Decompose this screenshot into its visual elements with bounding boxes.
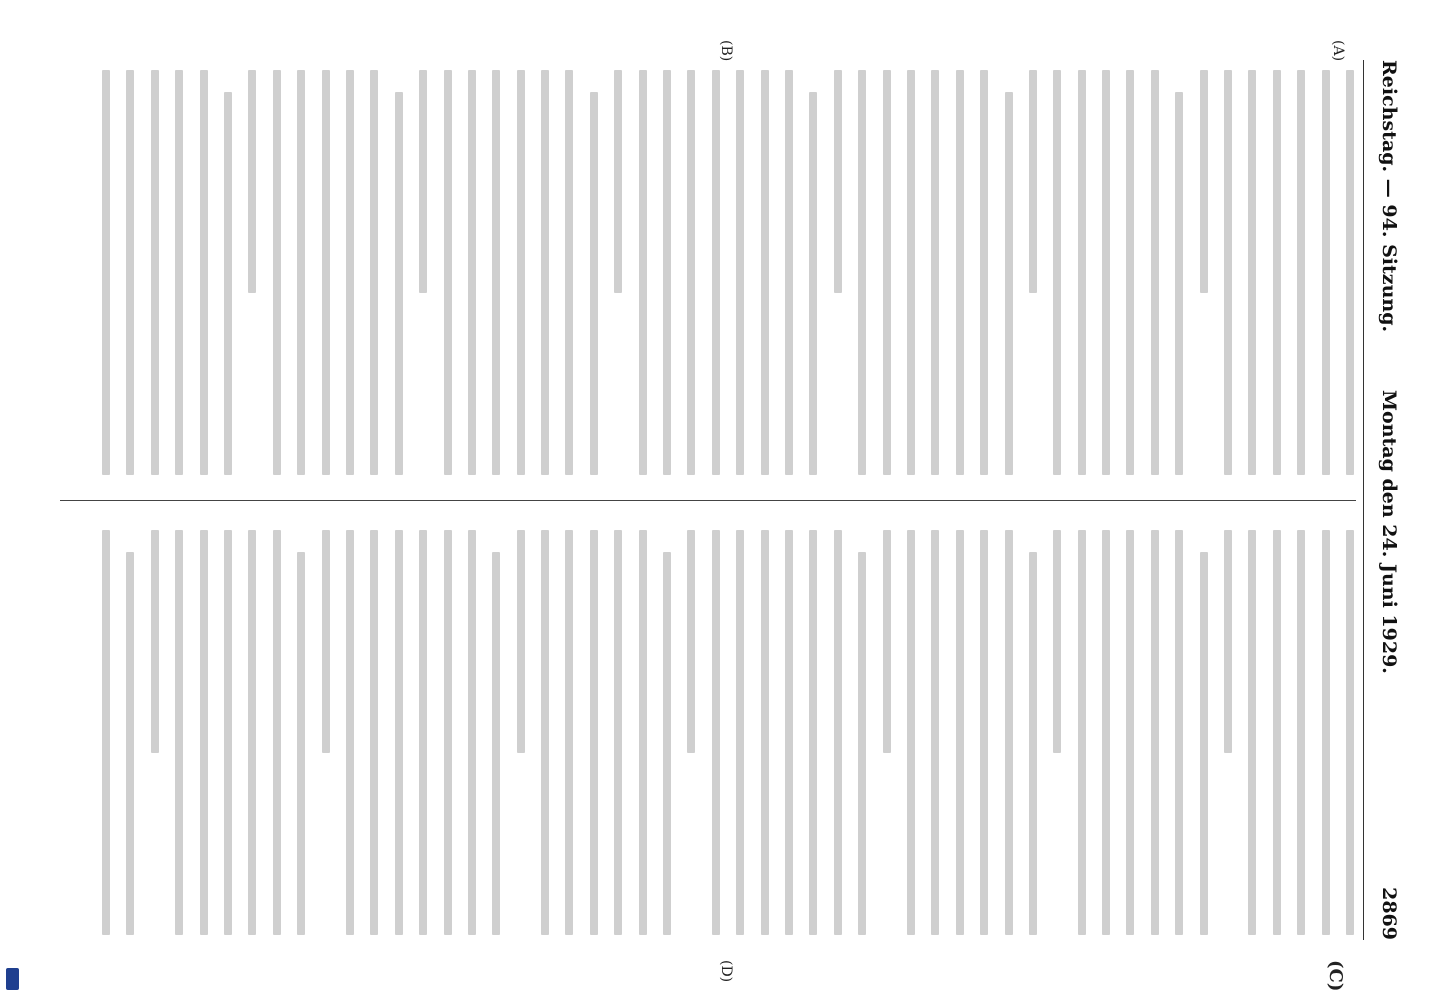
text-line-placeholder [663, 70, 671, 475]
text-line-placeholder [395, 92, 403, 475]
text-line-placeholder [1175, 530, 1183, 935]
text-line-placeholder [1005, 92, 1013, 475]
text-line-placeholder [761, 70, 769, 475]
text-line-placeholder [151, 530, 159, 753]
text-line-placeholder [712, 70, 720, 475]
text-line-placeholder [1200, 552, 1208, 935]
text-line-placeholder [1273, 530, 1281, 935]
text-line-placeholder [858, 70, 866, 475]
text-line-placeholder [1200, 70, 1208, 293]
text-line-placeholder [1078, 530, 1086, 935]
text-line-placeholder [1151, 70, 1159, 475]
text-line-placeholder [346, 530, 354, 935]
header-session: Reichstag. — 94. Sitzung. [1378, 60, 1400, 333]
text-line-placeholder [273, 530, 281, 935]
text-line-placeholder [809, 530, 817, 935]
text-line-placeholder [175, 70, 183, 475]
text-line-placeholder [419, 70, 427, 293]
text-line-placeholder [566, 70, 574, 475]
text-line-placeholder [1322, 70, 1330, 475]
header-page-number: 2869 [1378, 887, 1400, 940]
text-line-placeholder [297, 552, 305, 935]
text-line-placeholder [102, 530, 110, 935]
text-line-placeholder [1273, 70, 1281, 475]
text-line-placeholder [736, 530, 744, 935]
text-line-placeholder [200, 70, 208, 475]
text-line-placeholder [248, 530, 256, 935]
page-header [1370, 60, 1400, 940]
text-line-placeholder [1224, 530, 1232, 753]
text-line-placeholder [370, 70, 378, 475]
text-line-placeholder [1053, 530, 1061, 753]
text-line-placeholder [712, 530, 720, 935]
text-line-placeholder [322, 70, 330, 475]
text-line-placeholder [639, 530, 647, 935]
text-line-placeholder [224, 92, 232, 475]
text-line-placeholder [1151, 530, 1159, 935]
header-date: Montag den 24. Juni 1929. [1378, 390, 1400, 674]
text-line-placeholder [468, 530, 476, 935]
text-line-placeholder [687, 70, 695, 475]
text-line-placeholder [663, 552, 671, 935]
text-line-placeholder [785, 530, 793, 935]
text-line-placeholder [1005, 530, 1013, 935]
text-line-placeholder [102, 70, 110, 475]
text-line-placeholder [444, 530, 452, 935]
text-line-placeholder [1126, 530, 1134, 935]
digitization-credit-strip [6, 0, 20, 1000]
text-line-placeholder [1248, 530, 1256, 935]
text-line-placeholder [1102, 70, 1110, 475]
text-line-placeholder [175, 530, 183, 935]
text-line-placeholder [492, 70, 500, 475]
text-column-right [60, 530, 1354, 935]
text-line-placeholder [468, 70, 476, 475]
dfg-logo-icon [6, 968, 19, 990]
text-line-placeholder [639, 70, 647, 475]
text-line-placeholder [541, 70, 549, 475]
text-line-placeholder [1297, 530, 1305, 935]
text-line-placeholder [614, 530, 622, 935]
text-line-placeholder [931, 530, 939, 935]
text-line-placeholder [248, 70, 256, 293]
text-line-placeholder [907, 530, 915, 935]
text-line-placeholder [1297, 70, 1305, 475]
text-line-placeholder [126, 552, 134, 935]
margin-mark-a: (A) [1330, 40, 1346, 62]
text-line-placeholder [980, 70, 988, 475]
text-line-placeholder [736, 70, 744, 475]
margin-mark-c: (C) [1325, 960, 1346, 992]
text-line-placeholder [200, 530, 208, 935]
text-line-placeholder [517, 70, 525, 475]
text-line-placeholder [444, 70, 452, 475]
text-line-placeholder [566, 530, 574, 935]
text-line-placeholder [419, 530, 427, 935]
text-line-placeholder [883, 530, 891, 753]
text-line-placeholder [785, 70, 793, 475]
text-line-placeholder [224, 530, 232, 935]
text-line-placeholder [126, 70, 134, 475]
text-line-placeholder [322, 530, 330, 753]
text-line-placeholder [1322, 530, 1330, 935]
text-line-placeholder [273, 70, 281, 475]
text-line-placeholder [395, 530, 403, 935]
text-line-placeholder [1346, 530, 1354, 935]
text-line-placeholder [907, 70, 915, 475]
text-line-placeholder [1248, 70, 1256, 475]
text-line-placeholder [590, 92, 598, 475]
text-line-placeholder [1346, 70, 1354, 475]
header-rule [1363, 60, 1364, 940]
text-line-placeholder [1102, 530, 1110, 935]
column-rule [60, 500, 1356, 501]
text-line-placeholder [614, 70, 622, 293]
margin-mark-b: (B) [718, 40, 734, 62]
text-line-placeholder [1175, 92, 1183, 475]
text-line-placeholder [687, 530, 695, 753]
text-line-placeholder [1126, 70, 1134, 475]
text-line-placeholder [834, 530, 842, 935]
text-line-placeholder [297, 70, 305, 475]
text-line-placeholder [956, 530, 964, 935]
text-line-placeholder [1224, 70, 1232, 475]
text-line-placeholder [590, 530, 598, 935]
text-line-placeholder [151, 70, 159, 475]
text-column-left [60, 70, 1354, 475]
text-line-placeholder [370, 530, 378, 935]
text-line-placeholder [809, 92, 817, 475]
text-line-placeholder [517, 530, 525, 753]
text-line-placeholder [541, 530, 549, 935]
text-line-placeholder [492, 552, 500, 935]
text-line-placeholder [346, 70, 354, 475]
text-line-placeholder [1029, 70, 1037, 293]
text-line-placeholder [1029, 552, 1037, 935]
text-line-placeholder [1078, 70, 1086, 475]
margin-mark-d: (D) [718, 960, 734, 983]
text-line-placeholder [980, 530, 988, 935]
text-line-placeholder [931, 70, 939, 475]
text-line-placeholder [858, 552, 866, 935]
text-line-placeholder [761, 530, 769, 935]
text-line-placeholder [883, 70, 891, 475]
text-line-placeholder [956, 70, 964, 475]
text-line-placeholder [834, 70, 842, 293]
text-line-placeholder [1053, 70, 1061, 475]
